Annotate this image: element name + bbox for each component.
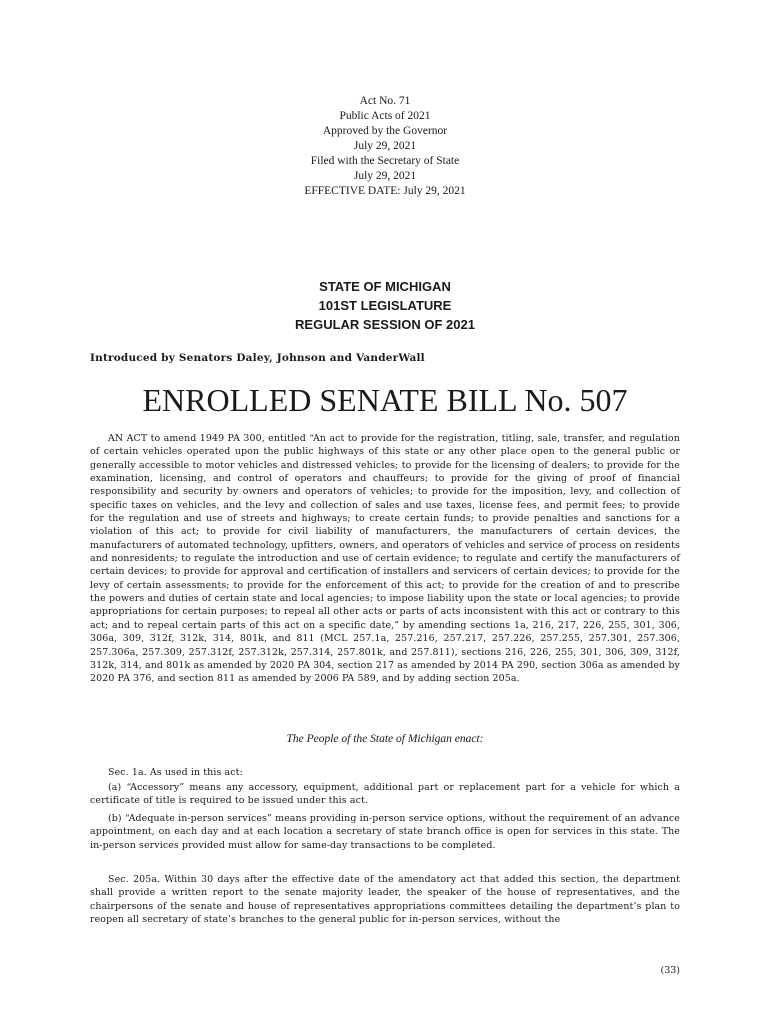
legislature-number: 101ST LEGISLATURE (318, 298, 452, 313)
legislature-heading (0, 277, 770, 334)
bill-title: ENROLLED SENATE BILL No. 507 (142, 382, 628, 418)
state-name: STATE OF MICHIGAN (319, 279, 451, 294)
effective-date: EFFECTIVE DATE: July 29, 2021 (304, 185, 466, 197)
section-1a-paragraph-b: (b) “Adequate in-person services” means providing in-person service options, without the requirement of an advance appointment, on each day and at each location a secretary of state branch office is open for services in this state. The in-person services provided must allow for same-day transactions to be completed. (90, 813, 680, 851)
act-number: Act No. 71 (359, 95, 411, 107)
act-title-paragraph: AN ACT to amend 1949 PA 300, entitled “An act to provide for the registration, titling, sale, transfer, and regulation of certain vehicles operated upon the public highways of this state or any other place open to the general public or generally accessible to motor vehicles and distressed vehicles; to provide for the licensing of dealers; to provide for the examination, licensing, and control of operators and chauffeurs; to provide for the giving of proof of financial responsibility and security by owners and operators of vehicles; to provide for the imposition, levy, and collection of specific taxes on vehicles, and the levy and collection of sales and use taxes, license fees, and permit fees; to provide for the regulation and use of streets and highways; to create certain funds; to provide penalties and sanctions for a violation of this act; to provide for civil liability of manufacturers, the manufacturers of certain devices, the manufacturers of automated technology, upfitters, owners, and operators of vehicles and service of process on residents and nonresidents; to regulate the introduction and use of certain evidence; to regulate and certify the manufacturers of certain devices; to provide for approval and certification of installers and servicers of certain devices; to provide for the levy of certain assessments; to provide for the enforcement of this act; to provide for the creation of and to prescribe the powers and duties of certain state and local agencies; to impose liability upon the state or local agencies; to provide appropriations for certain purposes; to repeal all other acts or parts of acts inconsistent with this act or contrary to this act; and to repeal certain parts of this act on a specific date,” by amending sections 1a, 216, 217, 226, 255, 301, 306, 306a, 309, 312f, 312k, 314, 801k, and 811 (MCL 257.1a, 257.216, 257.217, 257.226, 257.255, 257.301, 257.306, 257.306a, 257.309, 257.312f, 257.312k, 257.314, 257.801k, and 257.811), sections 216, 226, 255, 301, 306, 309, 312f, 312k, 314, and 801k as amended by 2020 PA 304, section 217 as amended by 2014 PA 290, section 306a as amended by 2020 PA 376, and section 811 as amended by 2006 PA 589, and by adding section 205a. (90, 433, 680, 685)
public-acts-year: Public Acts of 2021 (339, 110, 431, 122)
section-1a-intro: Sec. 1a. As used in this act: (108, 767, 243, 778)
filed-with-label: Filed with the Secretary of State (310, 155, 460, 167)
approved-by-label: Approved by the Governor (322, 125, 448, 137)
section-205a-paragraph: Sec. 205a. Within 30 days after the effective date of the amendatory act that added this section, the department shall provide a written report to the senate majority leader, the speaker of the house of representatives, and the chairpersons of the senate and house of representatives appropriations committees detailing the department’s plan to reopen all secretary of state’s branches to the general public for in-person services, without the (90, 874, 680, 926)
enacting-clause: The People of the State of Michigan enact: (286, 733, 484, 745)
section-1a-paragraph-a: (a) “Accessory” means any accessory, equipment, additional part or replacement part for a vehicle for which a certificate of title is required to be issued under this act. (90, 782, 680, 807)
filed-date: July 29, 2021 (353, 170, 417, 182)
introduced-by: Introduced by Senators Daley, Johnson and VanderWall (90, 352, 425, 364)
page-number: (33) (660, 965, 680, 976)
session-name: REGULAR SESSION OF 2021 (295, 317, 475, 332)
act-header (0, 94, 770, 199)
approved-date: July 29, 2021 (353, 140, 417, 152)
